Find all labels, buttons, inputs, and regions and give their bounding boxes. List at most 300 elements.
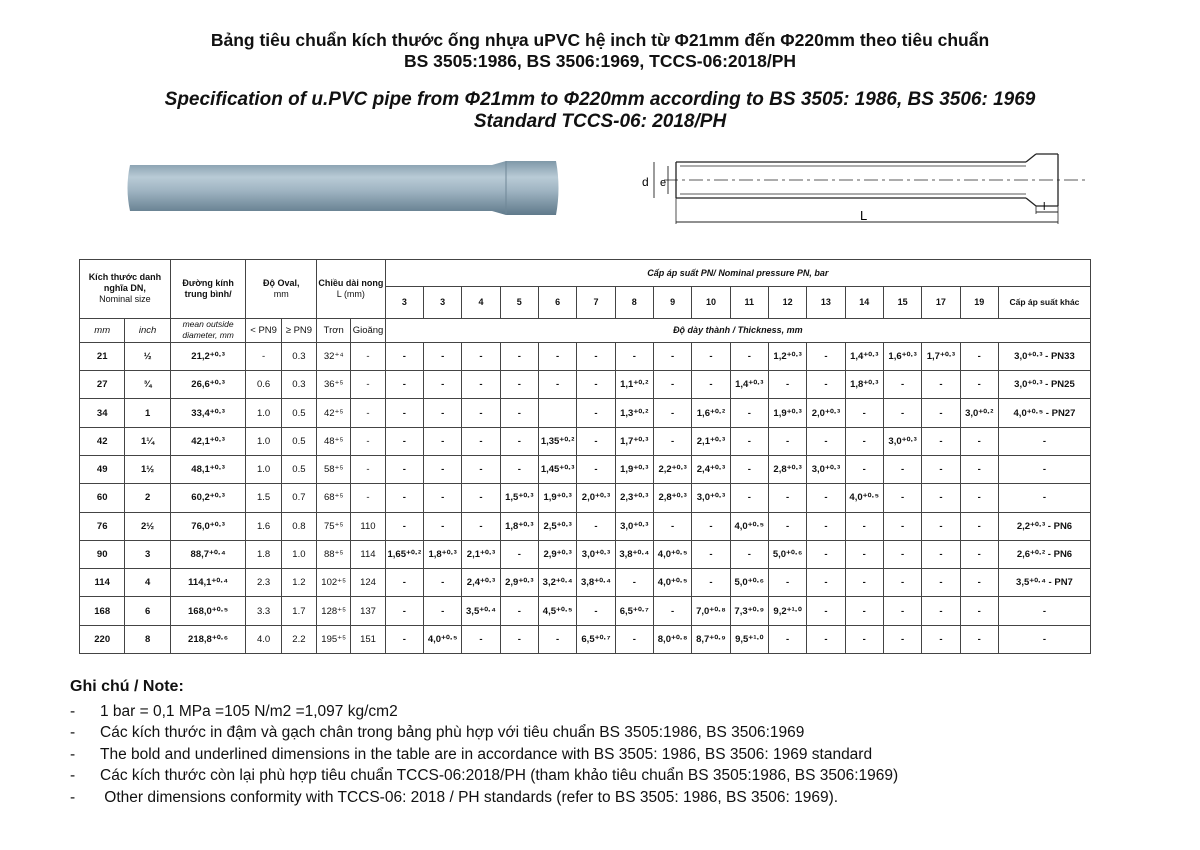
table-cell: 68⁺⁵ xyxy=(317,484,351,512)
table-cell: 32⁺⁴ xyxy=(317,342,351,370)
table-cell: ¾ xyxy=(125,371,170,399)
table-cell: - xyxy=(922,512,960,540)
table-cell: - xyxy=(807,625,845,653)
table-cell: 6,5⁺⁰·⁷ xyxy=(615,597,653,625)
header-oval-unit: mm xyxy=(273,288,289,299)
table-cell: 1¼ xyxy=(125,427,170,455)
pn-col-header: 12 xyxy=(768,287,806,318)
table-cell: 76,0⁺⁰·³ xyxy=(170,512,246,540)
table-cell: 8 xyxy=(125,625,170,653)
table-cell: - xyxy=(385,484,423,512)
table-cell: - xyxy=(960,342,998,370)
note-dash: - xyxy=(70,745,76,763)
table-cell: 4,0⁺⁰·⁵ - PN27 xyxy=(998,399,1090,427)
table-cell: - xyxy=(960,625,998,653)
table-cell: - xyxy=(730,342,768,370)
table-cell: 1,5⁺⁰·³ xyxy=(500,484,538,512)
table-row xyxy=(80,569,1091,597)
table-cell: - xyxy=(500,342,538,370)
table-cell: 1,6⁺⁰·³ xyxy=(883,342,921,370)
table-cell: - xyxy=(807,342,845,370)
table-cell: 2,5⁺⁰·³ xyxy=(538,512,576,540)
table-cell: 7,0⁺⁰·⁸ xyxy=(692,597,730,625)
table-cell: - xyxy=(462,371,500,399)
table-cell: 1,2⁺⁰·³ xyxy=(768,342,806,370)
note-text: The bold and underlined dimensions in the table are in accordance with BS 3505: 1986, BS 3506: 1969 standard xyxy=(100,745,873,763)
table-cell: 42⁺⁵ xyxy=(317,399,351,427)
table-cell: - xyxy=(883,399,921,427)
page-title-vi xyxy=(0,30,1200,72)
table-cell: - xyxy=(883,484,921,512)
table-cell: - xyxy=(462,512,500,540)
table-cell: - xyxy=(998,455,1090,483)
table-cell: - xyxy=(807,371,845,399)
table-cell: 4,0⁺⁰·⁵ xyxy=(423,625,461,653)
table-cell: 6,5⁺⁰·⁷ xyxy=(577,625,615,653)
table-cell: - xyxy=(462,625,500,653)
label-L: L xyxy=(860,208,868,223)
table-cell: - xyxy=(883,371,921,399)
table-cell: - xyxy=(246,342,281,370)
header-od-vi: Đường kính trung bình/ xyxy=(182,277,234,299)
table-cell: 3,0⁺⁰·³ xyxy=(807,455,845,483)
pn-col-header: 4 xyxy=(462,287,500,318)
table-cell: - xyxy=(500,427,538,455)
table-cell: - xyxy=(692,512,730,540)
table-cell: 114,1⁺⁰·⁴ xyxy=(170,569,246,597)
table-cell: - xyxy=(692,371,730,399)
table-cell: - xyxy=(500,371,538,399)
table-cell: 0.5 xyxy=(281,455,316,483)
table-cell: 1 xyxy=(125,399,170,427)
table-cell: - xyxy=(462,484,500,512)
table-cell: 75⁺⁵ xyxy=(317,512,351,540)
table-cell: 2,8⁺⁰·³ xyxy=(768,455,806,483)
table-cell: 21,2⁺⁰·³ xyxy=(170,342,246,370)
note-dash: - xyxy=(70,767,76,784)
table-row xyxy=(80,427,1091,455)
notes-heading: Ghi chú / Note: xyxy=(70,678,184,695)
table-cell: - xyxy=(730,427,768,455)
table-cell: 88,7⁺⁰·⁴ xyxy=(170,540,246,568)
table-cell: - xyxy=(615,625,653,653)
note-dash: - xyxy=(70,724,76,741)
table-cell: - xyxy=(922,569,960,597)
table-cell: - xyxy=(538,625,576,653)
table-cell: 2.2 xyxy=(281,625,316,653)
table-cell: - xyxy=(845,427,883,455)
note-item xyxy=(70,787,1190,809)
table-cell: 33,4⁺⁰·³ xyxy=(170,399,246,427)
table-cell: 1,65⁺⁰·² xyxy=(385,540,423,568)
table-cell: 1,9⁺⁰·³ xyxy=(615,455,653,483)
note-dash: - xyxy=(70,788,76,806)
table-cell: - xyxy=(653,342,691,370)
table-cell: 8,7⁺⁰·⁹ xyxy=(692,625,730,653)
table-cell: - xyxy=(351,484,385,512)
table-cell: - xyxy=(768,484,806,512)
table-row xyxy=(80,625,1091,653)
table-cell: 1.0 xyxy=(246,455,281,483)
table-cell: 1,4⁺⁰·³ xyxy=(845,342,883,370)
table-cell: - xyxy=(385,455,423,483)
table-cell: 49 xyxy=(80,455,125,483)
table-cell: - xyxy=(883,597,921,625)
header-socket-unit: L (mm) xyxy=(336,288,365,299)
table-cell: 195⁺⁵ xyxy=(317,625,351,653)
table-cell: - xyxy=(807,427,845,455)
table-cell: 60 xyxy=(80,484,125,512)
table-cell: - xyxy=(845,399,883,427)
note-dash: - xyxy=(70,702,76,720)
table-cell: - xyxy=(500,540,538,568)
table-cell: 1.7 xyxy=(281,597,316,625)
table-cell: - xyxy=(960,484,998,512)
table-cell: 1,7⁺⁰·³ xyxy=(922,342,960,370)
table-cell: - xyxy=(807,540,845,568)
table-cell: 114 xyxy=(351,540,385,568)
table-cell: - xyxy=(845,540,883,568)
pn-col-header: 6 xyxy=(538,287,576,318)
note-item xyxy=(70,765,1190,787)
table-cell: 3,0⁺⁰·² xyxy=(960,399,998,427)
table-cell: 0.5 xyxy=(281,427,316,455)
table-cell: - xyxy=(730,484,768,512)
table-cell: 3,0⁺⁰·³ xyxy=(692,484,730,512)
table-cell: 2.3 xyxy=(246,569,281,597)
note-text: Other dimensions conformity with TCCS-06: 2018 / PH standards (refer to BS 3505: 1986, BS 3506: 1969). xyxy=(100,788,839,806)
table-cell: 2,6⁺⁰·² - PN6 xyxy=(998,540,1090,568)
table-cell: 2,3⁺⁰·³ xyxy=(615,484,653,512)
table-cell: 3,0⁺⁰·³ xyxy=(615,512,653,540)
table-cell: - xyxy=(385,371,423,399)
table-cell: - xyxy=(998,484,1090,512)
table-cell: 76 xyxy=(80,512,125,540)
title-en-line1: Specification of u.PVC pipe from Φ21mm to Φ220mm according to BS 3505: 1986, BS 3506: 1969 xyxy=(164,89,1036,110)
table-cell: 1,3⁺⁰·² xyxy=(615,399,653,427)
note-text: 1 bar = 0,1 MPa =105 N/m2 =1,097 kg/cm2 xyxy=(100,702,398,720)
sub-inch: inch xyxy=(125,318,170,342)
table-cell: - xyxy=(653,597,691,625)
table-cell: 5,0⁺⁰·⁶ xyxy=(730,569,768,597)
table-cell: 6 xyxy=(125,597,170,625)
table-cell: - xyxy=(807,484,845,512)
table-cell: 90 xyxy=(80,540,125,568)
table-cell: - xyxy=(768,371,806,399)
table-cell: - xyxy=(960,371,998,399)
table-cell: 1,9⁺⁰·³ xyxy=(538,484,576,512)
table-cell: - xyxy=(351,455,385,483)
table-cell: - xyxy=(692,540,730,568)
table-row xyxy=(80,371,1091,399)
table-cell: - xyxy=(922,597,960,625)
table-cell: 26,6⁺⁰·³ xyxy=(170,371,246,399)
page-title-en xyxy=(0,89,1200,133)
table-cell: - xyxy=(385,427,423,455)
table-cell: 42,1⁺⁰·³ xyxy=(170,427,246,455)
table-cell: - xyxy=(462,455,500,483)
note-item xyxy=(70,701,1190,723)
table-cell: 1.2 xyxy=(281,569,316,597)
notes-list xyxy=(70,701,1190,809)
sub-od-en: mean outside diameter, mm xyxy=(170,318,246,342)
table-cell: 4.0 xyxy=(246,625,281,653)
table-cell: 48⁺⁵ xyxy=(317,427,351,455)
table-cell: - xyxy=(998,625,1090,653)
table-cell: - xyxy=(807,569,845,597)
pn-col-header: 9 xyxy=(653,287,691,318)
pn-col-header: 3 xyxy=(423,287,461,318)
table-cell: - xyxy=(998,427,1090,455)
table-cell: - xyxy=(730,399,768,427)
table-cell: 3,0⁺⁰·³ xyxy=(883,427,921,455)
table-cell: - xyxy=(692,342,730,370)
table-cell: 4,0⁺⁰·⁵ xyxy=(653,569,691,597)
table-cell: - xyxy=(500,625,538,653)
table-cell: - xyxy=(960,455,998,483)
sub-oval-lt: < PN9 xyxy=(246,318,281,342)
table-cell: - xyxy=(922,540,960,568)
table-cell: - xyxy=(922,399,960,427)
table-cell: 3,0⁺⁰·³ - PN33 xyxy=(998,342,1090,370)
table-cell: 34 xyxy=(80,399,125,427)
table-cell: 3,8⁺⁰·⁴ xyxy=(615,540,653,568)
table-cell: 4,0⁺⁰·⁵ xyxy=(730,512,768,540)
table-cell: 27 xyxy=(80,371,125,399)
label-l: l xyxy=(1043,201,1046,213)
table-cell: 1.5 xyxy=(246,484,281,512)
table-cell: - xyxy=(960,540,998,568)
table-cell: 1.0 xyxy=(246,427,281,455)
table-cell: - xyxy=(960,512,998,540)
spec-table xyxy=(79,259,1091,654)
table-cell: 0.8 xyxy=(281,512,316,540)
pn-col-header: 3 xyxy=(385,287,423,318)
table-cell: 1,8⁺⁰·³ xyxy=(500,512,538,540)
table-cell: ½ xyxy=(125,342,170,370)
table-cell: 1,35⁺⁰·² xyxy=(538,427,576,455)
table-cell: - xyxy=(462,427,500,455)
table-cell: 1.8 xyxy=(246,540,281,568)
title-vi-line2: BS 3505:1986, BS 3506:1969, TCCS-06:2018/PH xyxy=(403,51,797,71)
table-cell: - xyxy=(845,569,883,597)
table-cell: 3,5⁺⁰·⁴ xyxy=(462,597,500,625)
header-socket-label: Chiều dài nong xyxy=(318,277,384,288)
table-cell: - xyxy=(615,569,653,597)
header-oval-label: Độ Oval, xyxy=(263,277,300,288)
pn-col-header: 15 xyxy=(883,287,921,318)
table-cell: - xyxy=(577,371,615,399)
notes xyxy=(70,676,1190,808)
table-cell: 2,4⁺⁰·³ xyxy=(692,455,730,483)
sub-socket-tron: Trơn xyxy=(317,318,351,342)
table-cell: - xyxy=(653,399,691,427)
table-cell: 2 xyxy=(125,484,170,512)
table-cell: - xyxy=(351,399,385,427)
table-cell: - xyxy=(807,512,845,540)
table-cell: 2,4⁺⁰·³ xyxy=(462,569,500,597)
table-cell: 151 xyxy=(351,625,385,653)
note-text: Các kích thước in đậm và gạch chân trong bảng phù hợp với tiêu chuẩn BS 3505:1986, BS 3506:1969 xyxy=(100,724,805,741)
table-cell: - xyxy=(960,569,998,597)
table-cell: 5,0⁺⁰·⁶ xyxy=(768,540,806,568)
table-cell: 3,0⁺⁰·³ - PN25 xyxy=(998,371,1090,399)
table-cell: - xyxy=(351,342,385,370)
table-cell: 1,9⁺⁰·³ xyxy=(768,399,806,427)
table-cell: 60,2⁺⁰·³ xyxy=(170,484,246,512)
table-cell: - xyxy=(385,399,423,427)
table-cell: - xyxy=(615,342,653,370)
table-cell: - xyxy=(922,371,960,399)
table-cell: 0.7 xyxy=(281,484,316,512)
table-cell: 0.3 xyxy=(281,371,316,399)
table-row xyxy=(80,484,1091,512)
table-cell: - xyxy=(960,597,998,625)
table-cell: 42 xyxy=(80,427,125,455)
pn-col-header: 8 xyxy=(615,287,653,318)
header-nominal-size xyxy=(80,260,171,319)
sub-mm: mm xyxy=(80,318,125,342)
table-cell: - xyxy=(653,427,691,455)
table-row xyxy=(80,512,1091,540)
table-cell: - xyxy=(500,597,538,625)
table-cell xyxy=(538,399,576,427)
table-cell: 7,3⁺⁰·⁹ xyxy=(730,597,768,625)
pn-col-header: 10 xyxy=(692,287,730,318)
table-cell: 0.3 xyxy=(281,342,316,370)
note-item xyxy=(70,722,1190,744)
table-cell: - xyxy=(577,597,615,625)
table-cell: - xyxy=(577,342,615,370)
table-cell: - xyxy=(538,371,576,399)
table-cell: - xyxy=(577,399,615,427)
pn-col-header: 13 xyxy=(807,287,845,318)
table-cell: - xyxy=(883,569,921,597)
table-cell: - xyxy=(351,371,385,399)
sub-oval-ge: ≥ PN9 xyxy=(281,318,316,342)
table-cell: - xyxy=(692,569,730,597)
table-cell: - xyxy=(385,569,423,597)
table-cell: 1,1⁺⁰·² xyxy=(615,371,653,399)
table-cell: - xyxy=(500,455,538,483)
table-cell: 4,5⁺⁰·⁵ xyxy=(538,597,576,625)
table-cell: 2,0⁺⁰·³ xyxy=(807,399,845,427)
table-cell: - xyxy=(423,484,461,512)
table-cell: 168 xyxy=(80,597,125,625)
table-cell: 2,2⁺⁰·³ - PN6 xyxy=(998,512,1090,540)
table-cell: - xyxy=(883,455,921,483)
label-e: e xyxy=(660,177,667,189)
table-cell: - xyxy=(730,455,768,483)
table-cell: - xyxy=(653,512,691,540)
table-cell: - xyxy=(845,597,883,625)
table-cell: - xyxy=(883,540,921,568)
table-cell: - xyxy=(960,427,998,455)
table-cell: - xyxy=(730,540,768,568)
label-d: d xyxy=(642,175,649,189)
table-cell: - xyxy=(807,597,845,625)
table-cell: 2½ xyxy=(125,512,170,540)
note-item xyxy=(70,744,1190,766)
table-cell: - xyxy=(462,399,500,427)
table-cell: - xyxy=(883,625,921,653)
table-cell: 58⁺⁵ xyxy=(317,455,351,483)
header-thickness: Độ dày thành / Thickness, mm xyxy=(385,318,1090,342)
table-cell: - xyxy=(845,455,883,483)
header-nominal-size-vi: Kích thước danh nghĩa DN, xyxy=(88,272,162,294)
header-oval xyxy=(246,260,317,319)
table-cell: 128⁺⁵ xyxy=(317,597,351,625)
table-cell: 88⁺⁵ xyxy=(317,540,351,568)
table-cell: 168,0⁺⁰·⁵ xyxy=(170,597,246,625)
table-cell: 114 xyxy=(80,569,125,597)
table-cell: - xyxy=(577,512,615,540)
table-cell: 2,2⁺⁰·³ xyxy=(653,455,691,483)
table-cell: 2,1⁺⁰·³ xyxy=(692,427,730,455)
table-cell: - xyxy=(385,342,423,370)
title-vi-line1: Bảng tiêu chuẩn kích thước ống nhựa uPVC hệ inch từ Φ21mm đến Φ220mm theo tiêu chuẩn xyxy=(210,30,990,50)
table-cell: - xyxy=(423,512,461,540)
table-cell: 1.6 xyxy=(246,512,281,540)
table-cell: 110 xyxy=(351,512,385,540)
table-cell: - xyxy=(538,342,576,370)
table-cell: - xyxy=(423,427,461,455)
table-cell: - xyxy=(768,569,806,597)
table-row xyxy=(80,342,1091,370)
title-en-line2: Standard TCCS-06: 2018/PH xyxy=(473,111,727,132)
table-cell: - xyxy=(922,427,960,455)
table-cell: - xyxy=(883,512,921,540)
table-cell: - xyxy=(500,399,538,427)
table-cell: 3,5⁺⁰·⁴ - PN7 xyxy=(998,569,1090,597)
pipe-dimension-diagram xyxy=(628,150,1098,242)
table-cell: - xyxy=(462,342,500,370)
table-cell: 21 xyxy=(80,342,125,370)
table-cell: - xyxy=(385,512,423,540)
table-cell: - xyxy=(653,371,691,399)
table-cell: 0.6 xyxy=(246,371,281,399)
sub-socket-gioang: Gioăng xyxy=(351,318,385,342)
table-cell: 1,4⁺⁰·³ xyxy=(730,371,768,399)
table-cell: - xyxy=(922,455,960,483)
table-cell: 0.5 xyxy=(281,399,316,427)
table-cell: 3.3 xyxy=(246,597,281,625)
table-cell: - xyxy=(385,597,423,625)
table-row xyxy=(80,597,1091,625)
table-cell: 102⁺⁵ xyxy=(317,569,351,597)
table-cell: 2,8⁺⁰·³ xyxy=(653,484,691,512)
table-cell: 3,0⁺⁰·³ xyxy=(577,540,615,568)
table-cell: - xyxy=(351,427,385,455)
pn-col-header: 11 xyxy=(730,287,768,318)
pn-col-header: 19 xyxy=(960,287,998,318)
table-cell: - xyxy=(768,427,806,455)
table-cell: 1,8⁺⁰·³ xyxy=(423,540,461,568)
table-cell: - xyxy=(922,484,960,512)
table-cell: 137 xyxy=(351,597,385,625)
pn-col-header: 17 xyxy=(922,287,960,318)
table-cell: - xyxy=(423,455,461,483)
table-cell: - xyxy=(423,399,461,427)
table-cell: - xyxy=(423,597,461,625)
table-cell: 1,8⁺⁰·³ xyxy=(845,371,883,399)
table-cell: 1.0 xyxy=(281,540,316,568)
table-cell: 218,8⁺⁰·⁶ xyxy=(170,625,246,653)
table-cell: 9,2⁺¹·⁰ xyxy=(768,597,806,625)
header-outside-diameter xyxy=(170,260,246,319)
table-cell: 1.0 xyxy=(246,399,281,427)
table-cell: 220 xyxy=(80,625,125,653)
